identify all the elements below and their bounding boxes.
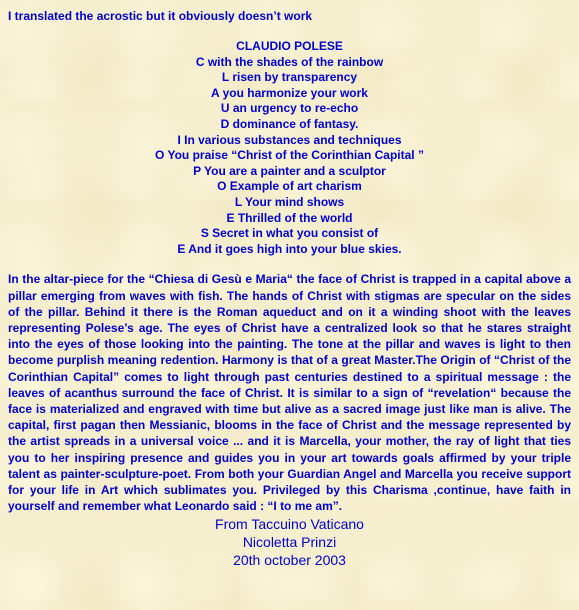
poem-line: O You praise “Christ of the Corinthian Capital ” (155, 148, 424, 163)
signature-source: From Taccuino Vaticano (215, 516, 364, 533)
signature-block (8, 515, 571, 569)
poem-line: D dominance of fantasy. (220, 116, 359, 131)
poem-line: L Your mind shows (234, 194, 345, 209)
poem-line: U an urgency to re-echo (220, 101, 359, 116)
poem-line: E And it goes high into your blue skies. (177, 241, 402, 256)
acrostic-poem (8, 39, 571, 257)
poem-title: CLAUDIO POLESE (236, 39, 343, 53)
signature-date: 20th october 2003 (233, 552, 346, 569)
poem-line: E Thrilled of the world (226, 210, 353, 225)
body-paragraph: In the altar-piece for the “Chiesa di Gesù e Maria“ the face of Christ is trapped in a capital above a pillar emerging from waves with fish. The hands of Christ with stigmas are specular on the sides of the pillar. Behind it there is the Roman aqueduct and on it a winding shoot with the leaves representing Polese’s age. The eyes of Christ have a centralized look so that he stares straight into the eyes of those looking into the painting. The tone at the pillar and waves is light to then become purplish meaning redention. Harmony is that of a great Master.The Origin of “Christ of the Corinthian Capital” comes to light through past centuries destined to a spiritual message : the leaves of acanthus surround the face of Christ. It is similar to a sign of “revelation“ because the face is materialized and engraved with time but alive as a sacred image just like man is alive. The capital, first pagan then Messianic, blooms in the face of Christ and the message represented by the artist spreads in a universal voice ... and it is Marcella, your mother, the ray of light that ties you to her inspiring presence and guides you in your art towards goals affirmed by your triple talent as painter-sculpture-poet. From both your Guardian Angel and Marcella you receive support for your life in Art which sublimates you. Privileged by this Charisma ,continue, have faith in yourself and remember what Leonardo said : “I to me am”. (8, 272, 571, 514)
poem-line: C with the shades of the rainbow (195, 54, 384, 69)
poem-line: I In various substances and techniques (177, 132, 402, 147)
poem-line: L risen by transparency (221, 70, 358, 85)
poem-line: O Example of art charism (217, 179, 362, 194)
poem-line: A you harmonize your work (211, 85, 368, 100)
poem-line: S Secret in what you consist of (200, 226, 379, 241)
poem-line: P You are a painter and a sculptor (193, 163, 386, 178)
intro-note: I translated the acrostic but it obviously doesn’t work (8, 9, 313, 23)
signature-author: Nicoletta Prinzi (242, 534, 337, 551)
